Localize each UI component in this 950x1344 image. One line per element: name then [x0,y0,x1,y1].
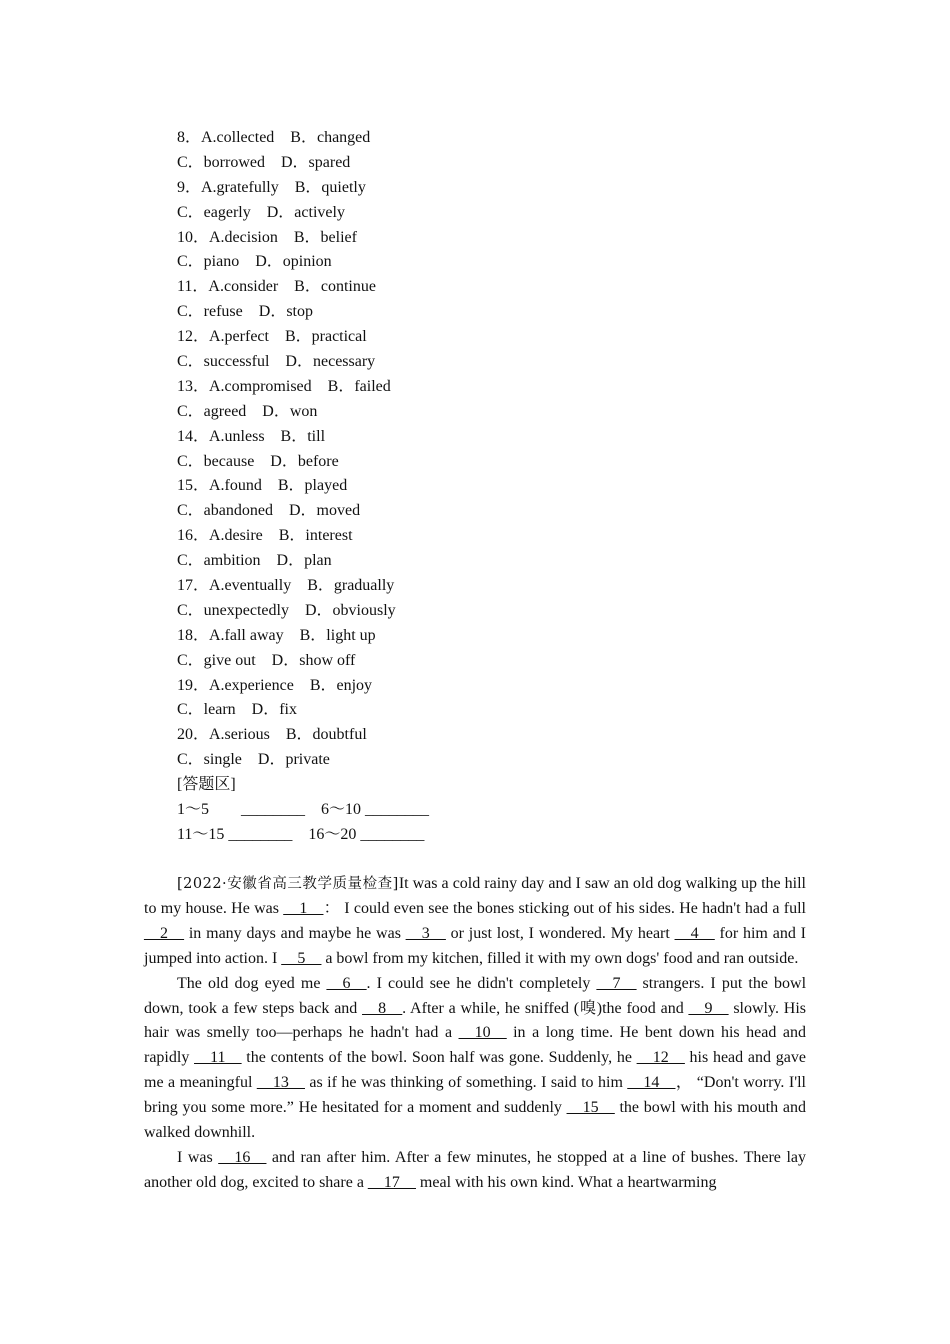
option-line: 8．A.collected B．changed [177,129,371,146]
blank-10: __10__ [458,1024,507,1042]
answer-area-title: [答题区] [177,776,236,793]
paragraph-1 [144,872,806,972]
option-line: 10．A.decision B．belief [177,228,357,246]
option-line: 20．A.serious B．doubtful [177,726,367,744]
passage-text: meal with his own kind. What a heartwarming [415,1173,717,1191]
passage-text: ： I could even see the bones sticking out of his sides. He hadn't had a full [323,899,806,917]
passage-text: The old dog eyed me [177,974,327,992]
passage-text: and ran after him. After a few minutes, he stopped at a line of bushes. There lay another old dog, excited to share a [144,1148,807,1191]
blank-12: __12__ [636,1049,685,1067]
passage-text: a bowl from my kitchen, filled it with my own dogs' food and ran outside. [321,949,799,967]
option-line: C．single D．private [177,751,330,769]
option-line: C．successful D．necessary [177,353,376,371]
blank-16: __16__ [218,1148,267,1166]
blank-8: __8__ [362,999,403,1017]
option-line: C．borrowed D．spared [177,153,351,171]
passage-text: the bowl with his mouth and walked downhill. [144,1099,806,1142]
blank-1: __1__ [283,899,324,917]
passage-text: It was a cold rainy day and I saw an old dog walking up the hill to my house. He was [144,875,806,917]
blank-17: __17__ [367,1173,416,1191]
passage-text: . After a while, he sniffed (嗅)the food and [402,999,689,1017]
option-line: 18．A.fall away B．light up [177,626,376,644]
passage-text: in many days and maybe he was [184,924,406,942]
option-line: 9．A.gratefully B．quietly [177,178,366,196]
passage-text: in a long time. He bent down his head and rapidly [144,1024,807,1067]
option-line: C．learn D．fix [177,701,297,719]
blank-14: __14__ [627,1074,676,1092]
option-line: C．ambition D．plan [177,552,332,570]
option-line: 14．A.unless B．till [177,427,326,445]
passage-text: I was [177,1148,219,1166]
option-line: 17．A.eventually B．gradually [177,577,395,595]
option-line: C．piano D．opinion [177,253,332,271]
passage-text: ， “Don't worry. I'll bring you some more.” He hesitated for a moment and suddenly [144,1074,806,1117]
answer-area [177,773,429,848]
blank-9: __9__ [688,999,729,1017]
option-line: C．refuse D．stop [177,303,313,321]
option-line: 13．A.compromised B．failed [177,377,391,395]
blank-4: __4__ [674,924,715,942]
paragraph-3 [144,1146,806,1196]
blank-2: __2__ [144,924,184,942]
blank-7: __7__ [596,974,637,992]
option-line: C．agreed D．won [177,402,318,420]
passage-text: for him and I jumped into action. I [144,924,806,967]
source-citation: [2022·安徽省高三教学质量检查] [177,876,399,892]
blank-6: __6__ [326,974,367,992]
passage-text: strangers. I put the bowl down, took a few steps back and [144,974,807,1017]
passage-text: or just lost, I wondered. My heart [445,924,675,942]
option-line: C．abandoned D．moved [177,502,361,520]
option-line: 12．A.perfect B．practical [177,328,367,346]
passage-text: slowly. His hair was smelly too—perhaps he hadn't had a [144,999,807,1042]
blank-11: __11__ [194,1049,242,1067]
option-line: C．give out D．show off [177,651,356,669]
option-line: 16．A.desire B．interest [177,527,353,545]
passage-text: . I could see he didn't completely [366,974,597,992]
paragraph-2 [144,972,806,1146]
option-line: C．unexpectedly D．obviously [177,601,396,619]
option-line: 11．A.consider B．continue [177,278,376,296]
options-list [177,126,396,773]
passage-text: the contents of the bowl. Soon half was gone. Suddenly, he [241,1049,637,1067]
passage-text: as if he was thinking of something. I said to him [304,1074,628,1092]
answer-row-1: 1～5 ________ 6～10 ________ [177,800,430,818]
option-line: C．eagerly D．actively [177,203,345,221]
blank-3: __3__ [405,924,446,942]
blank-15: __15__ [566,1099,615,1117]
option-line: 15．A.found B．played [177,477,348,495]
blank-5: __5__ [281,949,322,967]
blank-13: __13__ [256,1074,305,1092]
option-line: 19．A.experience B．enjoy [177,676,373,694]
answer-row-2: 11～15 ________ 16～20 ________ [177,825,425,843]
option-line: C．because D．before [177,452,339,470]
cloze-passage [144,872,806,1196]
passage-text: his head and gave me a meaningful [144,1049,806,1092]
